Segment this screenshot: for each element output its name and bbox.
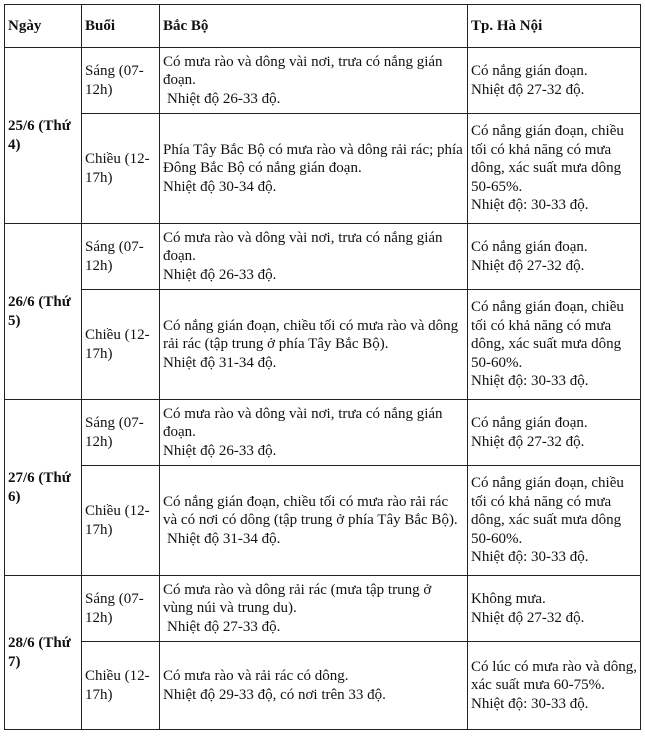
day-cell: 28/6 (Thứ 7) (5, 576, 82, 730)
table-row (5, 642, 641, 730)
table-row (5, 48, 641, 114)
forecast-table (4, 4, 641, 730)
bac-bo-forecast (160, 400, 468, 466)
ha-noi-forecast (468, 400, 641, 466)
bac-bo-temperature: Nhiệt độ 29-33 độ, có nơi trên 33 độ. (163, 686, 386, 703)
table-row (5, 224, 641, 290)
bac-bo-forecast (160, 224, 468, 290)
bac-bo-temperature: Nhiệt độ 31-34 độ. (167, 530, 281, 547)
ha-noi-forecast (468, 114, 641, 224)
bac-bo-forecast (160, 114, 468, 224)
header-ha-noi: Tp. Hà Nội (468, 5, 641, 48)
ha-noi-temperature: Nhiệt độ: 30-33 độ. (471, 549, 589, 566)
bac-bo-forecast (160, 290, 468, 400)
ha-noi-description: Có lúc có mưa rào và dông, xác suất mưa 60-75%. (471, 658, 638, 694)
session-afternoon: Chiều (12-17h) (82, 114, 160, 224)
ha-noi-temperature: Nhiệt độ: 30-33 độ. (471, 373, 589, 390)
day-cell: 27/6 (Thứ 6) (5, 400, 82, 576)
day-cell: 25/6 (Thứ 4) (5, 48, 82, 224)
table-row (5, 290, 641, 400)
ha-noi-forecast (468, 224, 641, 290)
session-morning: Sáng (07-12h) (82, 576, 160, 642)
bac-bo-description: Có mưa rào và dông vài nơi, trưa có nắng gián đoạn. (163, 405, 443, 441)
ha-noi-temperature: Nhiệt độ: 30-33 độ. (471, 197, 589, 214)
bac-bo-forecast (160, 48, 468, 114)
ha-noi-temperature: Nhiệt độ: 30-33 độ. (471, 695, 589, 712)
bac-bo-description: Phía Tây Bắc Bộ có mưa rào và dông rải rác; phía Đông Bắc Bộ có nắng gián đoạn. (163, 141, 463, 177)
bac-bo-temperature: Nhiệt độ 26-33 độ. (163, 266, 277, 283)
ha-noi-description: Không mưa. (471, 591, 546, 607)
bac-bo-forecast (160, 576, 468, 642)
ha-noi-temperature: Nhiệt độ 27-32 độ. (471, 609, 585, 626)
session-morning: Sáng (07-12h) (82, 48, 160, 114)
table-row (5, 576, 641, 642)
ha-noi-forecast (468, 290, 641, 400)
table-row (5, 466, 641, 576)
bac-bo-description: Có mưa rào và rải rác có dông. (163, 668, 349, 684)
ha-noi-description: Có nắng gián đoạn, chiều tối có khả năng có mưa dông, xác suất mưa dông 50-60%. (471, 299, 624, 371)
header-ngay: Ngày (5, 5, 82, 48)
session-morning: Sáng (07-12h) (82, 224, 160, 290)
bac-bo-temperature: Nhiệt độ 30-34 độ. (163, 178, 277, 195)
ha-noi-description: Có nắng gián đoạn. (471, 415, 588, 431)
header-bac-bo: Bắc Bộ (160, 5, 468, 48)
bac-bo-description: Có nắng gián đoạn, chiều tối có mưa rào và dông rải rác (tập trung ở phía Tây Bắc Bộ). (163, 317, 459, 353)
session-afternoon: Chiều (12-17h) (82, 466, 160, 576)
bac-bo-temperature: Nhiệt độ 26-33 độ. (167, 90, 281, 107)
ha-noi-description: Có nắng gián đoạn, chiều tối có khả năng có mưa dông, xác suất mưa dông 50-60%. (471, 475, 624, 547)
ha-noi-forecast (468, 466, 641, 576)
bac-bo-description: Có mưa rào và dông vài nơi, trưa có nắng gián đoạn. (163, 53, 443, 89)
bac-bo-description: Có mưa rào và dông rải rác (mưa tập trung ở vùng núi và trung du). (163, 581, 432, 617)
bac-bo-forecast (160, 466, 468, 576)
session-afternoon: Chiều (12-17h) (82, 642, 160, 730)
table-row (5, 400, 641, 466)
session-afternoon: Chiều (12-17h) (82, 290, 160, 400)
bac-bo-temperature: Nhiệt độ 27-33 độ. (167, 618, 281, 635)
ha-noi-description: Có nắng gián đoạn. (471, 239, 588, 255)
ha-noi-forecast (468, 48, 641, 114)
bac-bo-temperature: Nhiệt độ 26-33 độ. (163, 442, 277, 459)
ha-noi-temperature: Nhiệt độ 27-32 độ. (471, 257, 585, 274)
bac-bo-description: Có nắng gián đoạn, chiều tối có mưa rào rải rác và có nơi có dông (tập trung ở phía Tây Bắc Bộ). (163, 493, 458, 529)
header-row (5, 5, 641, 48)
ha-noi-temperature: Nhiệt độ 27-32 độ. (471, 81, 585, 98)
table-row (5, 114, 641, 224)
ha-noi-description: Có nắng gián đoạn, chiều tối có khả năng có mưa dông, xác suất mưa dông 50-65%. (471, 123, 624, 195)
ha-noi-forecast (468, 576, 641, 642)
ha-noi-temperature: Nhiệt độ 27-32 độ. (471, 433, 585, 450)
bac-bo-description: Có mưa rào và dông vài nơi, trưa có nắng gián đoạn. (163, 229, 443, 265)
bac-bo-temperature: Nhiệt độ 31-34 độ. (163, 354, 277, 371)
ha-noi-forecast (468, 642, 641, 730)
bac-bo-forecast (160, 642, 468, 730)
header-buoi: Buổi (82, 5, 160, 48)
session-morning: Sáng (07-12h) (82, 400, 160, 466)
day-cell: 26/6 (Thứ 5) (5, 224, 82, 400)
ha-noi-description: Có nắng gián đoạn. (471, 63, 588, 79)
